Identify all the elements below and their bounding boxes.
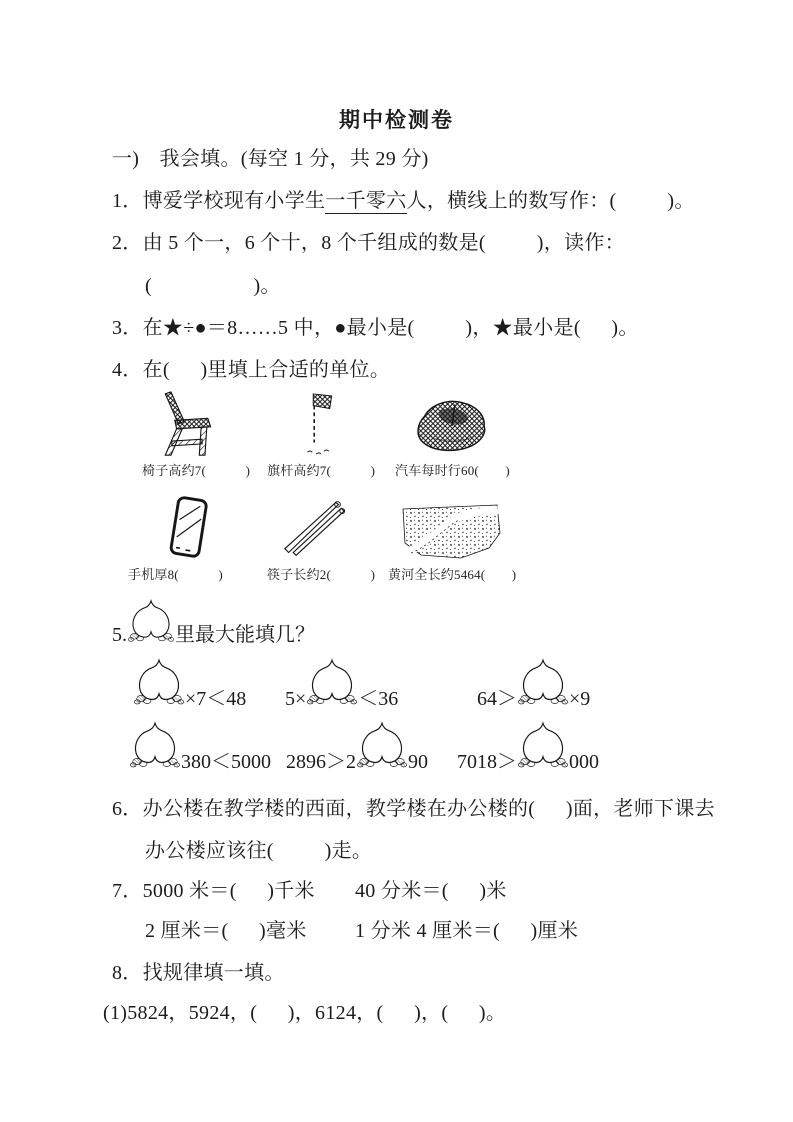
q5-expression-1 bbox=[133, 650, 246, 714]
q5-expression-4 bbox=[129, 713, 271, 777]
expr-text: ×9 bbox=[569, 688, 591, 710]
expr-text: ×7＜48 bbox=[185, 688, 247, 710]
question-7-cell-4: 1 分米 4 厘米＝( )厘米 bbox=[355, 920, 579, 942]
section-heading: 一) 我会填。(每空 1 分，共 29 分) bbox=[112, 148, 429, 170]
question-5-number: 5. bbox=[112, 624, 127, 646]
caption-phone: 手机厚8( ) bbox=[128, 567, 223, 582]
expr-text: 90 bbox=[408, 751, 428, 773]
expr-text: 64＞ bbox=[477, 688, 517, 710]
question-4: 4．在( )里填上合适的单位。 bbox=[112, 359, 391, 381]
yellow-river-icon bbox=[401, 503, 501, 561]
question-8: 8．找规律填一填。 bbox=[112, 962, 285, 984]
q5-expression-3 bbox=[477, 650, 590, 714]
question-6-line2: 办公楼应该往( )走。 bbox=[145, 840, 373, 862]
question-2-line2: ( )。 bbox=[145, 275, 281, 297]
q5-expression-6 bbox=[457, 713, 599, 777]
expr-text: 2896＞2 bbox=[286, 751, 356, 773]
question-1 bbox=[112, 188, 695, 214]
caption-chair: 椅子高约7( ) bbox=[142, 463, 251, 478]
question-5-intro-text: 里最大能填几？ bbox=[175, 624, 315, 646]
chair-icon bbox=[158, 391, 216, 459]
question-8-item-1: (1)5824，5924，( )，6124，( )，( )。 bbox=[103, 1002, 507, 1024]
page-title: 期中检测卷 bbox=[339, 108, 454, 132]
flagpole-icon bbox=[305, 392, 337, 458]
caption-car: 汽车每时行60( ) bbox=[395, 463, 510, 478]
q5-expression-5 bbox=[286, 713, 428, 777]
expr-text: 5× bbox=[285, 688, 307, 710]
expr-text: 7018＞ bbox=[457, 751, 517, 773]
question-7-cell-1: 7．5000 米＝( )千米 bbox=[112, 880, 315, 902]
question-1-prefix: 1．博爱学校现有小学生 bbox=[112, 190, 326, 212]
peach-icon bbox=[517, 650, 569, 714]
car-icon bbox=[411, 396, 489, 454]
question-2-line1: 2．由 5 个一，6 个十，8 个千组成的数是( )，读作： bbox=[112, 232, 625, 254]
question-7-cell-2: 40 分米＝( )米 bbox=[355, 880, 507, 902]
chopsticks-icon bbox=[282, 498, 346, 558]
q5-expression-2 bbox=[285, 650, 398, 714]
peach-icon bbox=[306, 650, 358, 714]
question-7-cell-3: 2 厘米＝( )毫米 bbox=[145, 920, 307, 942]
peach-icon bbox=[129, 713, 181, 777]
caption-yellow-river: 黄河全长约5464( ) bbox=[388, 567, 517, 582]
question-6-line1: 6．办公楼在教学楼的西面，教学楼在办公楼的( )面，老师下课去 bbox=[112, 798, 715, 820]
peach-icon bbox=[127, 592, 175, 650]
question-1-suffix: 人，横线上的数写作：( )。 bbox=[406, 190, 695, 212]
peach-icon bbox=[517, 713, 569, 777]
question-3: 3．在★÷●＝8……5 中，●最小是( )，★最小是( )。 bbox=[112, 317, 639, 339]
expr-text: 000 bbox=[569, 751, 599, 773]
caption-flagpole: 旗杆高约7( ) bbox=[267, 463, 376, 478]
expr-text: 380＜5000 bbox=[181, 751, 271, 773]
phone-icon bbox=[164, 495, 214, 561]
caption-chopsticks: 筷子长约2( ) bbox=[267, 567, 376, 582]
question-5-intro bbox=[112, 592, 315, 650]
expr-text: ＜36 bbox=[358, 688, 399, 710]
peach-icon bbox=[356, 713, 408, 777]
peach-icon bbox=[133, 650, 185, 714]
question-1-underlined-number: 一千零六 bbox=[325, 190, 407, 212]
